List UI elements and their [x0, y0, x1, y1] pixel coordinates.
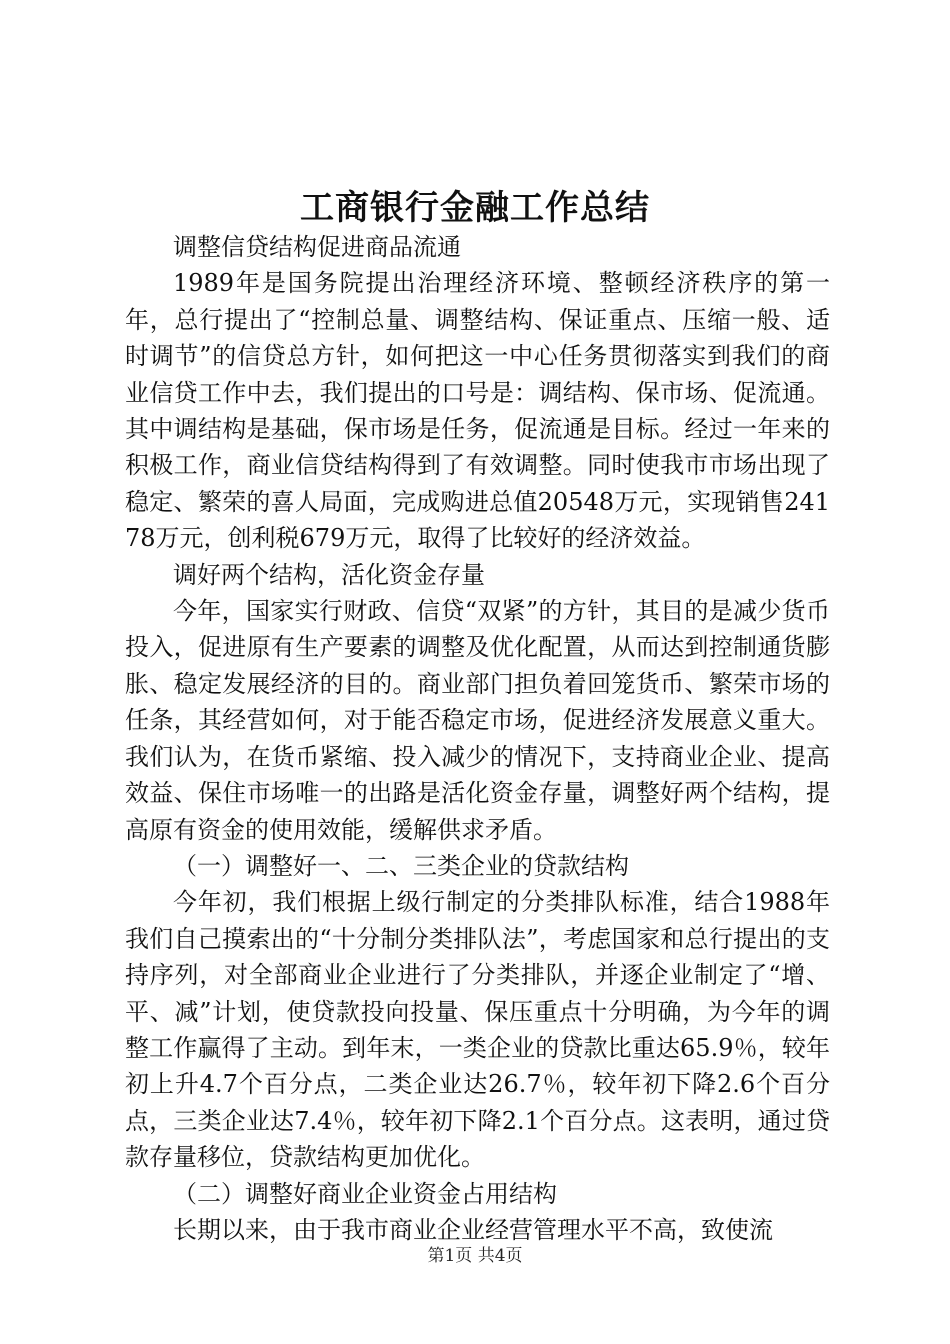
subsection-heading: （一）调整好一、二、三类企业的贷款结构	[173, 851, 629, 880]
section-heading: 调整信贷结构促进商品流通	[173, 233, 461, 261]
body-paragraph: 今年，国家实行财政、信贷“双紧”的方针，其目的是减少货币投入，促进原有生产要素的调整及优化配置，从而达到控制通货膨胀、稳定发展经济的目的。商业部门担负着回笼货币、繁荣市场的任条，其经营如何，对于能否稳定市场，促进经济发展意义重大。我们认为，在货币紧缩、投入减少的情况下，支持商业企业、提高效益、保住市场唯一的出路是活化资金存量，调整好两个结构，提高原有资金的使用效能，缓解供求矛盾。	[125, 597, 830, 844]
page-footer: 第1页 共4页	[427, 1246, 523, 1266]
body-paragraph: 1989年是国务院提出治理经济环境、整顿经济秩序的第一年，总行提出了“控制总量、调整结构、保证重点、压缩一般、适时调节”的信贷总方针，如何把这一中心任务贯彻落实到我们的商业信贷工作中去，我们提出的口号是：调结构、保市场、促流通。其中调结构是基础，保市场是任务，促流通是目标。经过一年来的积极工作，商业信贷结构得到了有效调整。同时使我市市场出现了稳定、繁荣的喜人局面，完成购进总值20548万元，实现销售24178万元，创利税679万元，取得了比较好的经济效益。	[125, 269, 830, 553]
document-body	[125, 229, 830, 1248]
subsection-heading: （二）调整好商业企业资金占用结构	[173, 1179, 557, 1208]
document-title: 工商银行金融工作总结	[300, 188, 650, 228]
body-paragraph: 长期以来，由于我市商业企业经营管理水平不高，致使流	[173, 1215, 773, 1244]
section-heading: 调好两个结构，活化资金存量	[173, 560, 485, 589]
body-paragraph: 今年初，我们根据上级行制定的分类排队标准，结合1988年我们自己摸索出的“十分制分类排队法”，考虑国家和总行提出的支持序列，对全部商业企业进行了分类排队，并逐企业制定了“增、平、减”计划，使贷款投向投量、保压重点十分明确，为今年的调整工作赢得了主动。到年末，一类企业的贷款比重达65.9％，较年初上升4.7个百分点，二类企业达26.7％，较年初下降2.6个百分点，三类企业达7.4％，较年初下降2.1个百分点。这表明，通过贷款存量移位，贷款结构更加优化。	[125, 888, 830, 1172]
